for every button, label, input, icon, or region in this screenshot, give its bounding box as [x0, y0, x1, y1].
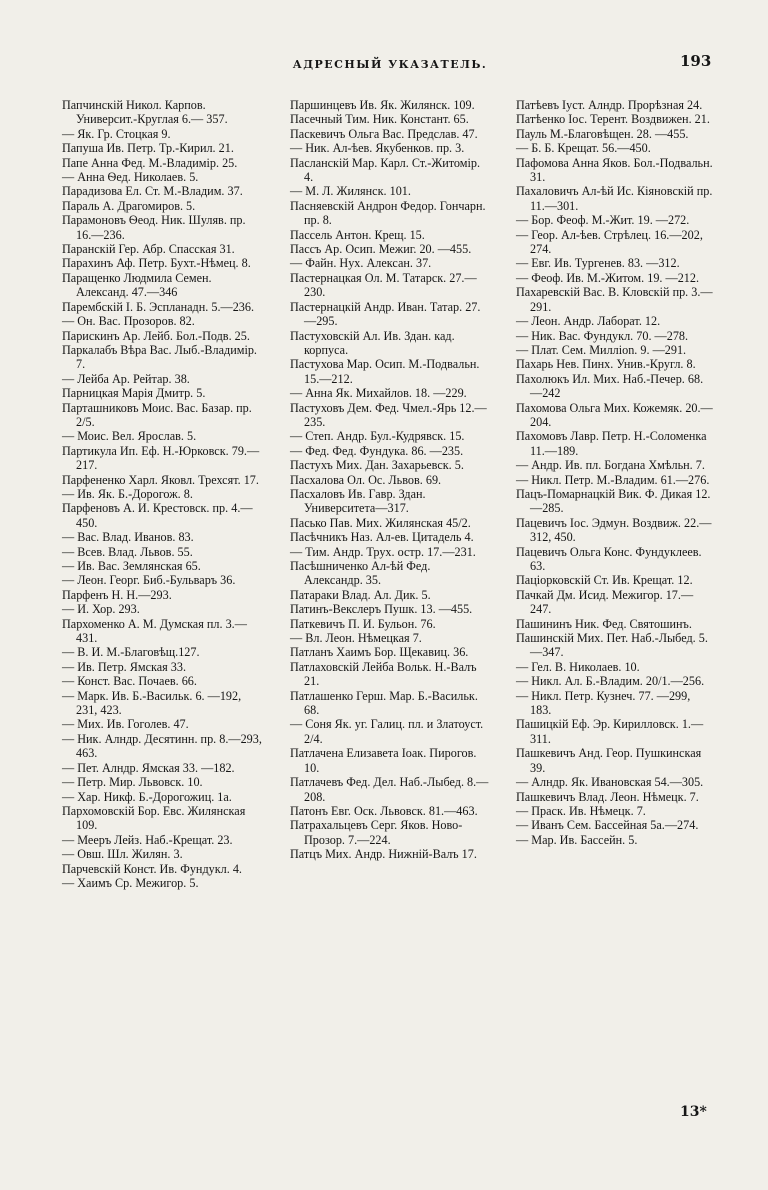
address-entry: — Конст. Вас. Почаев. 66.: [62, 674, 197, 689]
address-entry: Пасхалова Ол. Ос. Львов. 69.: [290, 472, 442, 487]
address-entry: Парчевскій Конст. Ив. Фундукл. 4.: [62, 861, 242, 876]
address-entry: Паркалабъ Вѣра Вас. Лыб.-Владимір. 7.: [62, 342, 257, 372]
address-entry: Пашкевичъ Влад. Леон. Нѣмецк. 7.: [516, 789, 699, 804]
address-entry: Парфененко Харл. Яковл. Трехсят. 17.: [62, 472, 259, 487]
column-right: [516, 98, 714, 847]
address-entry: — Ник. Ал-ѣев. Якубенков. пр. 3.: [290, 141, 465, 156]
address-entry: Патланъ Хаимъ Бор. Щекавиц. 36.: [290, 645, 469, 660]
address-entry: Патрахальцевъ Серг. Яков. Ново-Прозор. 7.—224.: [290, 818, 463, 847]
address-entry: — Мар. Ив. Бассейн. 5.: [516, 832, 638, 847]
address-entry: — Вл. Леон. Нѣмецкая 7.: [290, 631, 422, 646]
address-entry: Паткевичъ П. И. Бульон. 76.: [290, 616, 436, 631]
address-entry: — Анна Як. Михайлов. 18. —229.: [290, 386, 467, 401]
page-number: 193: [680, 52, 712, 70]
signature-mark: 13*: [680, 1104, 707, 1120]
address-entry: Патѣенко Іос. Терент. Воздвижен. 21.: [516, 112, 710, 127]
address-entry: — Моис. Вел. Ярослав. 5.: [62, 429, 197, 444]
address-entry: Парницкая Марія Дмитр. 5.: [62, 386, 206, 401]
address-entry: Пархоменко А. М. Думская пл. 3.—431.: [62, 616, 247, 646]
address-entry: Пафомова Анна Яков. Бол.-Подвальн. 31.: [516, 155, 713, 185]
address-entry: Пашининъ Ник. Фед. Святошинъ.: [516, 616, 692, 631]
address-entry: Пасланскій Мар. Карл. Ст.-Житомір. 4.: [290, 155, 481, 185]
address-entry: — Ив. Вас. Землянская 65.: [62, 559, 201, 573]
address-entry: Патлашенко Герш. Мар. Б.-Васильк. 68.: [290, 688, 478, 718]
address-entry: — Геор. Ал-ѣев. Стрѣлец. 16.—202, 274.: [516, 227, 703, 257]
address-entry: — Он. Вас. Прозоров. 82.: [62, 314, 195, 329]
address-entry: Паранскій Гер. Абр. Спасская 31.: [62, 242, 235, 257]
address-entry: — Никл. Петр. М.-Владим. 61.—276.: [516, 472, 710, 487]
address-entry: — Праск. Ив. Нѣмецк. 7.: [516, 803, 646, 818]
address-entry: Пауль М.-Благовѣщен. 28. —455.: [516, 126, 689, 141]
address-entry: Патлаховскій Лейба Вольк. Н.-Валъ 21.: [290, 659, 477, 689]
address-entry: Паращенко Людмила Семен. Александ. 47.—346: [62, 270, 212, 300]
address-entry: Пассъ Ар. Осип. Межиг. 20. —455.: [290, 242, 472, 257]
address-entry: Пастухова Мар. Осип. М.-Подвальн. 15.—212.: [290, 357, 480, 386]
address-entry: Пасняевскій Андрон Федор. Гончарн. пр. 8.: [290, 198, 486, 228]
address-entry: Пацевичъ Ольга Конс. Фундуклеев. 63.: [516, 544, 702, 573]
address-entry: Пасѣшниченко Ал-ѣй Фед. Александр. 35.: [290, 559, 431, 588]
address-entry: Пастуховскій Ал. Ив. Здан. кад. корпуса.: [290, 328, 455, 357]
address-entry: Патлачевъ Фед. Дел. Наб.-Лыбед. 8.—208.: [290, 775, 489, 804]
address-entry: Парискинъ Ар. Лейб. Бол.-Подв. 25.: [62, 328, 250, 343]
address-entry: Пассель Антон. Крещ. 15.: [290, 227, 425, 242]
address-entry: Пахомова Ольга Мих. Кожемяк. 20.—204.: [516, 400, 713, 429]
address-entry: — Ник. Алндр. Десятинн. пр. 8.—293, 463.: [62, 731, 262, 761]
address-entry: Пасхаловъ Ив. Гавр. Здан. Университета—317.: [290, 486, 426, 516]
address-entry: — Файн. Нух. Алексан. 37.: [290, 256, 432, 271]
address-entry: Парамоновъ Ѳеод. Ник. Шуляв. пр. 16.—236.: [62, 213, 246, 242]
address-entry: — Мееръ Лейз. Наб.-Крещат. 23.: [62, 832, 233, 847]
address-entry: — Хаимъ Ср. Межигор. 5.: [62, 875, 199, 890]
address-entry: — Анна Ѳед. Николаев. 5.: [62, 170, 199, 185]
address-entry: Пастернацкая Ол. М. Татарск. 27.—230.: [290, 270, 477, 300]
address-entry: — Феоф. Ив. М.-Житом. 19. —212.: [516, 270, 700, 285]
address-entry: — Гел. В. Николаев. 10.: [516, 659, 640, 674]
address-entry: — Лейба Ар. Рейтар. 38.: [62, 371, 190, 386]
address-entry: Патлачена Елизавета Іоак. Пирогов. 10.: [290, 746, 477, 775]
address-entry: Паскевичъ Ольга Вас. Предслав. 47.: [290, 126, 478, 141]
address-entry: — Як. Гр. Стоцкая 9.: [62, 126, 171, 141]
address-entry: — Никл. Ал. Б.-Владим. 20/1.—256.: [516, 674, 705, 689]
address-entry: — Ник. Вас. Фундукл. 70. —278.: [516, 328, 689, 343]
address-entry: — Евг. Ив. Тургенев. 83. —312.: [516, 256, 680, 271]
address-entry: — Всев. Влад. Львов. 55.: [62, 544, 193, 559]
address-entry: Пасько Пав. Мих. Жилянская 45/2.: [290, 515, 471, 530]
address-entry: — Соня Як. уг. Галиц. пл. и Златоуст. 2/4.: [290, 717, 484, 746]
address-entry: Парембскій I. Б. Эспланадн. 5.—236.: [62, 299, 255, 314]
address-entry: Папе Анна Фед. М.-Владимір. 25.: [62, 155, 238, 170]
address-entry: Пасѣчникъ Наз. Ал-ев. Цитадель 4.: [290, 530, 474, 545]
address-entry: Патараки Влад. Ал. Дик. 5.: [290, 587, 431, 602]
address-entry: Парташниковъ Моис. Вас. Базар. пр. 2/5.: [62, 400, 252, 429]
address-entry: — Ив. Як. Б.-Дорогож. 8.: [62, 486, 193, 501]
address-entry: — Андр. Ив. пл. Богдана Хмѣльн. 7.: [516, 458, 705, 473]
address-entry: Пасечный Тим. Ник. Констант. 65.: [290, 112, 469, 127]
address-entry: Пахаревскій Вас. В. Кловскій пр. 3.—291.: [516, 285, 713, 314]
address-entry: — М. Л. Жилянск. 101.: [290, 184, 411, 199]
address-entry: Пацевичъ Іос. Эдмун. Воздвиж. 22.—312, 450.: [516, 515, 712, 545]
address-entry: Пашицкій Еф. Эр. Кирилловск. 1.—311.: [516, 717, 704, 746]
address-entry: Паціорковскій Ст. Ив. Крещат. 12.: [516, 573, 693, 588]
address-entry: — Вас. Влад. Иванов. 83.: [62, 530, 194, 545]
address-entry: Пачкай Дм. Исид. Межигор. 17.—247.: [516, 587, 694, 617]
address-entry: — Плат. Сем. Миллion. 9. —291.: [516, 342, 687, 357]
address-entry: — Степ. Андр. Бул.-Кудрявск. 15.: [290, 429, 465, 444]
address-entry: Пастуховъ Дем. Фед. Чмел.-Ярь 12.—235.: [290, 400, 487, 429]
address-entry: Пашкевичъ Анд. Геор. Пушкинская 39.: [516, 746, 702, 775]
address-entry: Патѣевъ Іуст. Алндр. Прорѣзная 24.: [516, 98, 703, 112]
column-middle: [290, 98, 490, 862]
address-entry: Парфеновъ А. И. Крестовск. пр. 4.—450.: [62, 501, 253, 530]
running-header: АДРЕСНЫЙ УКАЗАТЕЛЬ.: [292, 58, 488, 71]
address-entry: Паршинцевъ Ив. Як. Жилянск. 109.: [290, 98, 475, 112]
address-entry: Пастернацкій Андр. Иван. Татар. 27.—295.: [290, 299, 481, 329]
address-entry: — Бор. Феоф. М.-Жит. 19. —272.: [516, 213, 690, 228]
address-entry: — Хар. Никф. Б.-Дорогожиц. 1а.: [62, 789, 232, 804]
address-entry: Пахолюкъ Ил. Мих. Наб.-Печер. 68.—242: [516, 371, 704, 401]
address-entry: — Леон. Андр. Лаборат. 12.: [516, 314, 661, 329]
address-entry: Пархомовскій Бор. Евс. Жилянская 109.: [62, 803, 246, 833]
address-entry: Пацъ-Помарнацкій Вик. Ф. Дикая 12.—285.: [516, 486, 711, 516]
address-entry: Пастухъ Мих. Дан. Захарьевск. 5.: [290, 458, 464, 473]
address-entry: Патонъ Евг. Оск. Львовск. 81.—463.: [290, 803, 478, 818]
address-entry: — Петр. Мир. Львовск. 10.: [62, 775, 203, 790]
address-entry: — Тим. Андр. Трух. остр. 17.—231.: [290, 544, 476, 559]
address-entry: Пахаловичъ Ал-ѣй Ис. Кіяновскій пр. 11.—301.: [516, 184, 713, 213]
address-entry: Пахомовъ Лавр. Петр. Н.-Соломенка 11.—189.: [516, 429, 707, 458]
address-entry: Партикула Ип. Еф. Н.-Юрковск. 79.—217.: [62, 443, 260, 473]
address-entry: — Никл. Петр. Кузнеч. 77. —299, 183.: [516, 688, 691, 718]
address-entry: Пашинскій Мих. Пет. Наб.-Лыбед. 5.—347.: [516, 631, 708, 660]
address-entry: — Алндр. Як. Ивановская 54.—305.: [516, 775, 704, 790]
address-entry: Папчинскій Никол. Карпов. Университ.-Круглая 6.— 357.: [62, 98, 228, 127]
address-entry: — И. Хор. 293.: [62, 602, 140, 617]
address-entry: — В. И. М.-Благовѣщ.127.: [62, 645, 200, 660]
address-entry: Папуша Ив. Петр. Тр.-Кирил. 21.: [62, 141, 234, 156]
address-entry: — Леон. Георг. Биб.-Бульваръ 36.: [62, 573, 236, 588]
address-entry: — Ив. Петр. Ямская 33.: [62, 659, 187, 674]
address-entry: Парадизова Ел. Ст. М.-Владим. 37.: [62, 184, 243, 199]
address-entry: Патцъ Мих. Андр. Нижній-Валъ 17.: [290, 847, 477, 862]
address-entry: Патинъ-Векслеръ Пушк. 13. —455.: [290, 602, 473, 617]
column-left: [62, 98, 262, 890]
address-entry: Параль А. Драгомиров. 5.: [62, 198, 196, 213]
address-entry: Парфенъ Н. Н.—293.: [62, 587, 172, 602]
address-entry: Парахинъ Аф. Петр. Бухт.-Нѣмец. 8.: [62, 256, 251, 271]
address-entry: — Б. Б. Крещат. 56.—450.: [516, 141, 651, 156]
address-entry: Пахарь Нев. Пинх. Унив.-Кругл. 8.: [516, 357, 696, 372]
address-entry: — Марк. Ив. Б.-Васильк. 6. —192, 231, 423.: [62, 688, 242, 718]
address-entry: — Фед. Фед. Фундука. 86. —235.: [290, 443, 464, 458]
address-entry: — Мих. Ив. Гоголев. 47.: [62, 717, 189, 732]
address-entry: — Иванъ Сем. Бассейная 5а.—274.: [516, 818, 699, 833]
address-entry: — Пет. Алндр. Ямская 33. —182.: [62, 760, 235, 775]
address-entry: — Овш. Шл. Жилян. 3.: [62, 847, 183, 862]
